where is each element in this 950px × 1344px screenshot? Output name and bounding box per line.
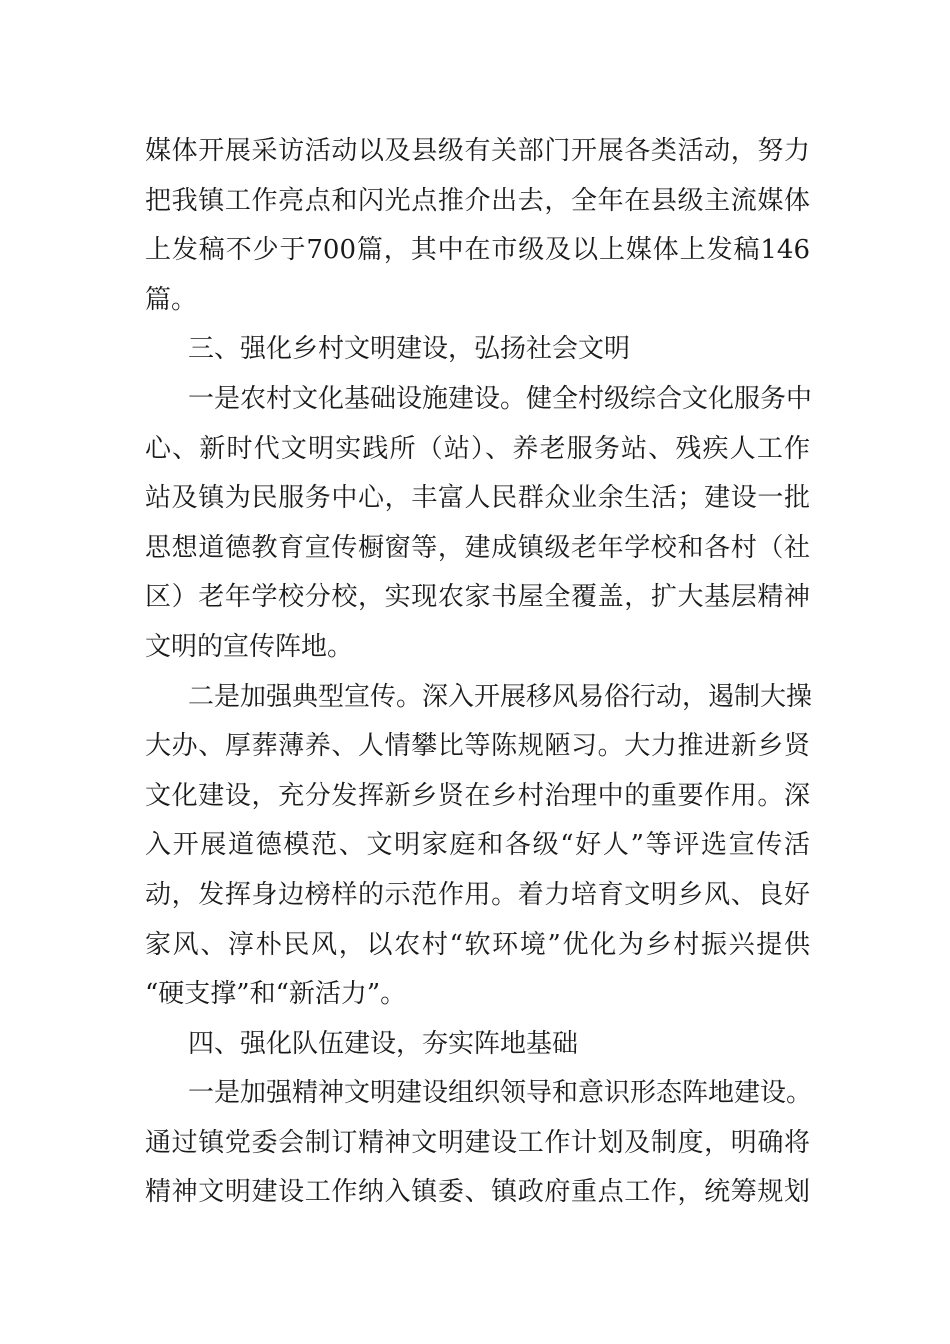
body-text-line: 文化建设，充分发挥新乡贤在乡村治理中的重要作用。深 [145, 780, 810, 811]
body-text-line: 思想道德教育宣传橱窗等，建成镇级老年学校和各村（社 [145, 532, 810, 563]
section-heading-3: 三、强化乡村文明建设，弘扬社会文明 [188, 334, 631, 365]
body-text-line: 文明的宣传阵地。 [145, 631, 354, 662]
body-text-line: 心、新时代文明实践所（站）、养老服务站、残疾人工作 [145, 433, 810, 464]
body-text-line: 大办、厚葬薄养、人情攀比等陈规陋习。大力推进新乡贤 [145, 731, 810, 762]
body-text-line: 站及镇为民服务中心，丰富人民群众业余生活；建设一批 [145, 483, 810, 514]
section-heading-4: 四、强化队伍建设，夯实阵地基础 [188, 1028, 579, 1059]
body-text-line: 入开展道德模范、文明家庭和各级“好人”等评选宣传活 [145, 830, 810, 861]
body-text-line: 媒体开展采访活动以及县级有关部门开展各类活动，努力 [145, 136, 810, 166]
paragraph-start-line: 二是加强典型宣传。深入开展移风易俗行动，遏制大操 [188, 681, 813, 712]
body-text-line: 通过镇党委会制订精神文明建设工作计划及制度，明确将 [145, 1127, 810, 1158]
body-text-line: 上发稿不少于700篇，其中在市级及以上媒体上发稿146 [145, 235, 810, 266]
body-text-line: 把我镇工作亮点和闪光点推介出去，全年在县级主流媒体 [145, 185, 810, 216]
body-text-line: 动，发挥身边榜样的示范作用。着力培育文明乡风、良好 [145, 879, 810, 910]
body-text-line: “硬支撑”和“新活力”。 [145, 979, 407, 1010]
body-text-line: 家风、淳朴民风，以农村“软环境”优化为乡村振兴提供 [145, 929, 810, 960]
body-text-line: 精神文明建设工作纳入镇委、镇政府重点工作，统筹规划 [145, 1177, 810, 1208]
paragraph-start-line: 一是农村文化基础设施建设。健全村级综合文化服务中 [188, 383, 813, 414]
body-text-line: 区）老年学校分校，实现农家书屋全覆盖，扩大基层精神 [145, 582, 810, 613]
paragraph-start-line: 一是加强精神文明建设组织领导和意识形态阵地建设。 [188, 1078, 813, 1109]
body-text-line: 篇。 [145, 284, 198, 315]
document-body [145, 127, 813, 1218]
